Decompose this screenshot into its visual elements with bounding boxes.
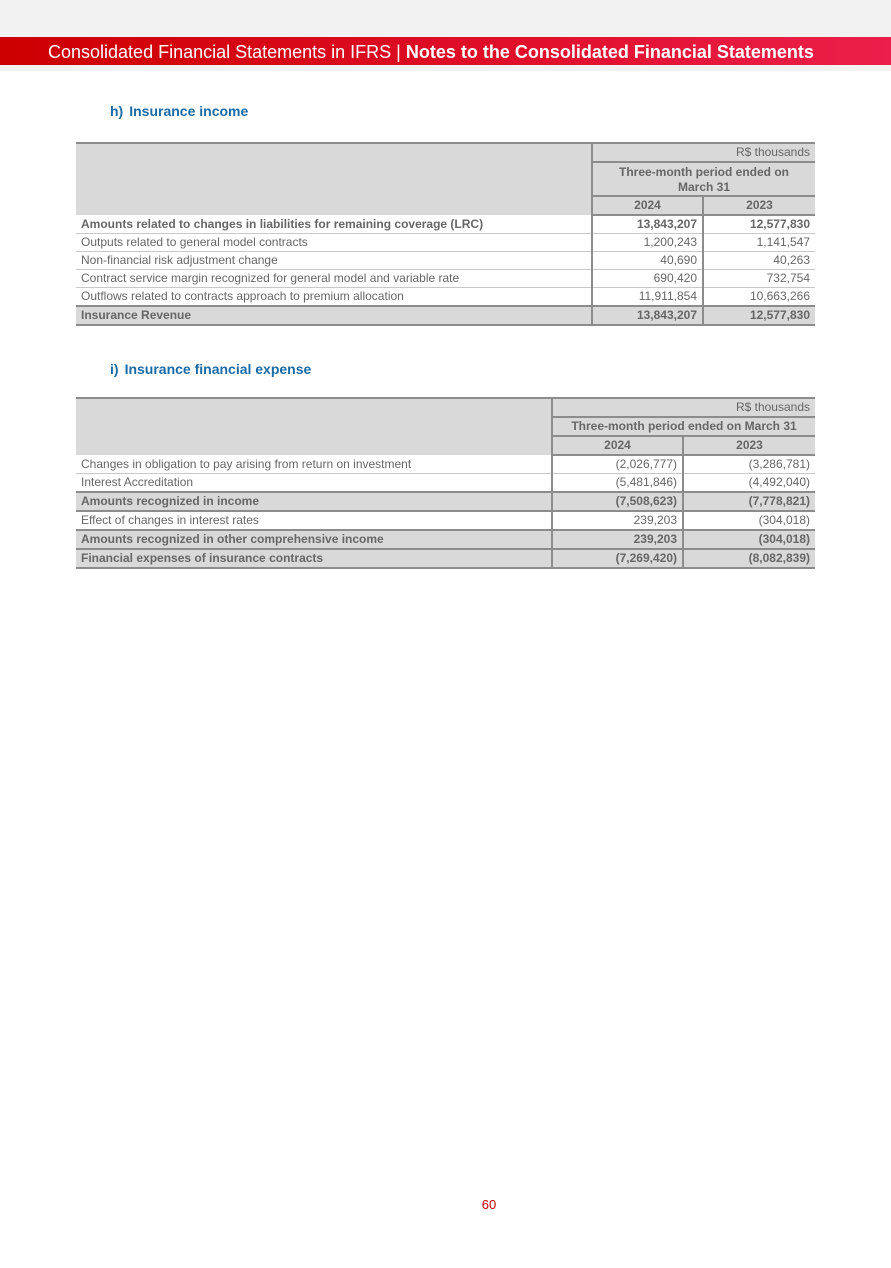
insurance-income-table xyxy=(76,142,815,326)
row-value-2023: (4,492,040) xyxy=(683,474,815,493)
table-row xyxy=(76,511,815,530)
section-h-label: h) xyxy=(110,103,124,119)
section-h-title xyxy=(110,103,248,119)
header-title xyxy=(48,38,814,66)
row-value-2023: (8,082,839) xyxy=(683,549,815,568)
total-row xyxy=(76,306,815,325)
unit-label: R$ thousands xyxy=(592,143,815,162)
header-banner xyxy=(0,37,891,65)
row-value-2024: 690,420 xyxy=(592,270,703,288)
row-value-2024: 40,690 xyxy=(592,252,703,270)
total-row xyxy=(76,549,815,568)
table-row xyxy=(76,455,815,474)
section-h-heading: Insurance income xyxy=(129,103,249,119)
subtotal-row xyxy=(76,530,815,549)
row-label: Amounts recognized in income xyxy=(76,492,552,511)
year-header-2024: 2024 xyxy=(592,196,703,215)
row-label: Non-financial risk adjustment change xyxy=(76,252,592,270)
row-value-2024: (2,026,777) xyxy=(552,455,683,474)
section-i-heading: Insurance financial expense xyxy=(124,361,312,377)
row-label: Interest Accreditation xyxy=(76,474,552,493)
row-label: Amounts related to changes in liabilities for remaining coverage (LRC) xyxy=(76,215,592,234)
row-value-2023: (3,286,781) xyxy=(683,455,815,474)
row-label: Financial expenses of insurance contracts xyxy=(76,549,552,568)
row-value-2023: 732,754 xyxy=(703,270,815,288)
header-title-bold: Notes to the Consolidated Financial Statements xyxy=(405,42,814,62)
row-value-2023: (304,018) xyxy=(683,511,815,530)
row-value-2023: (304,018) xyxy=(683,530,815,549)
row-value-2024: (7,269,420) xyxy=(552,549,683,568)
table-row xyxy=(76,270,815,288)
year-header-2024: 2024 xyxy=(552,436,683,455)
year-header-2023: 2023 xyxy=(703,196,815,215)
row-value-2024: 239,203 xyxy=(552,511,683,530)
row-value-2024: (5,481,846) xyxy=(552,474,683,493)
row-value-2023: 40,263 xyxy=(703,252,815,270)
row-label: Contract service margin recognized for general model and variable rate xyxy=(76,270,592,288)
row-value-2023: 10,663,266 xyxy=(703,288,815,307)
section-i-title xyxy=(110,361,311,377)
row-value-2024: 13,843,207 xyxy=(592,306,703,325)
unit-label: R$ thousands xyxy=(552,398,815,417)
row-value-2024: 1,200,243 xyxy=(592,234,703,252)
row-label: Outputs related to general model contracts xyxy=(76,234,592,252)
row-label: Insurance Revenue xyxy=(76,306,592,325)
row-value-2023: 1,141,547 xyxy=(703,234,815,252)
table-header-blank xyxy=(76,398,552,455)
table-row xyxy=(76,215,815,234)
table-header-blank xyxy=(76,143,592,215)
row-value-2023: (7,778,821) xyxy=(683,492,815,511)
row-label: Outflows related to contracts approach to premium allocation xyxy=(76,288,592,307)
table-row xyxy=(76,288,815,307)
year-header-2023: 2023 xyxy=(683,436,815,455)
table-row xyxy=(76,234,815,252)
row-value-2023: 12,577,830 xyxy=(703,306,815,325)
insurance-financial-expense-table xyxy=(76,397,815,569)
row-value-2024: 11,911,854 xyxy=(592,288,703,307)
subtotal-row xyxy=(76,492,815,511)
row-label: Effect of changes in interest rates xyxy=(76,511,552,530)
table-row xyxy=(76,252,815,270)
header-title-regular: Consolidated Financial Statements in IFRS | xyxy=(48,42,406,62)
page-number: 60 xyxy=(481,1197,497,1212)
row-value-2024: 239,203 xyxy=(552,530,683,549)
row-value-2024: 13,843,207 xyxy=(592,215,703,234)
row-label: Changes in obligation to pay arising from return on investment xyxy=(76,455,552,474)
period-header: Three-month period ended on March 31 xyxy=(552,417,815,436)
row-label: Amounts recognized in other comprehensive income xyxy=(76,530,552,549)
row-value-2024: (7,508,623) xyxy=(552,492,683,511)
header-shadow xyxy=(0,65,891,71)
period-header: Three-month period ended on March 31 xyxy=(592,162,815,196)
row-value-2023: 12,577,830 xyxy=(703,215,815,234)
table-row xyxy=(76,474,815,493)
section-i-label: i) xyxy=(110,361,119,377)
top-margin xyxy=(0,0,891,37)
